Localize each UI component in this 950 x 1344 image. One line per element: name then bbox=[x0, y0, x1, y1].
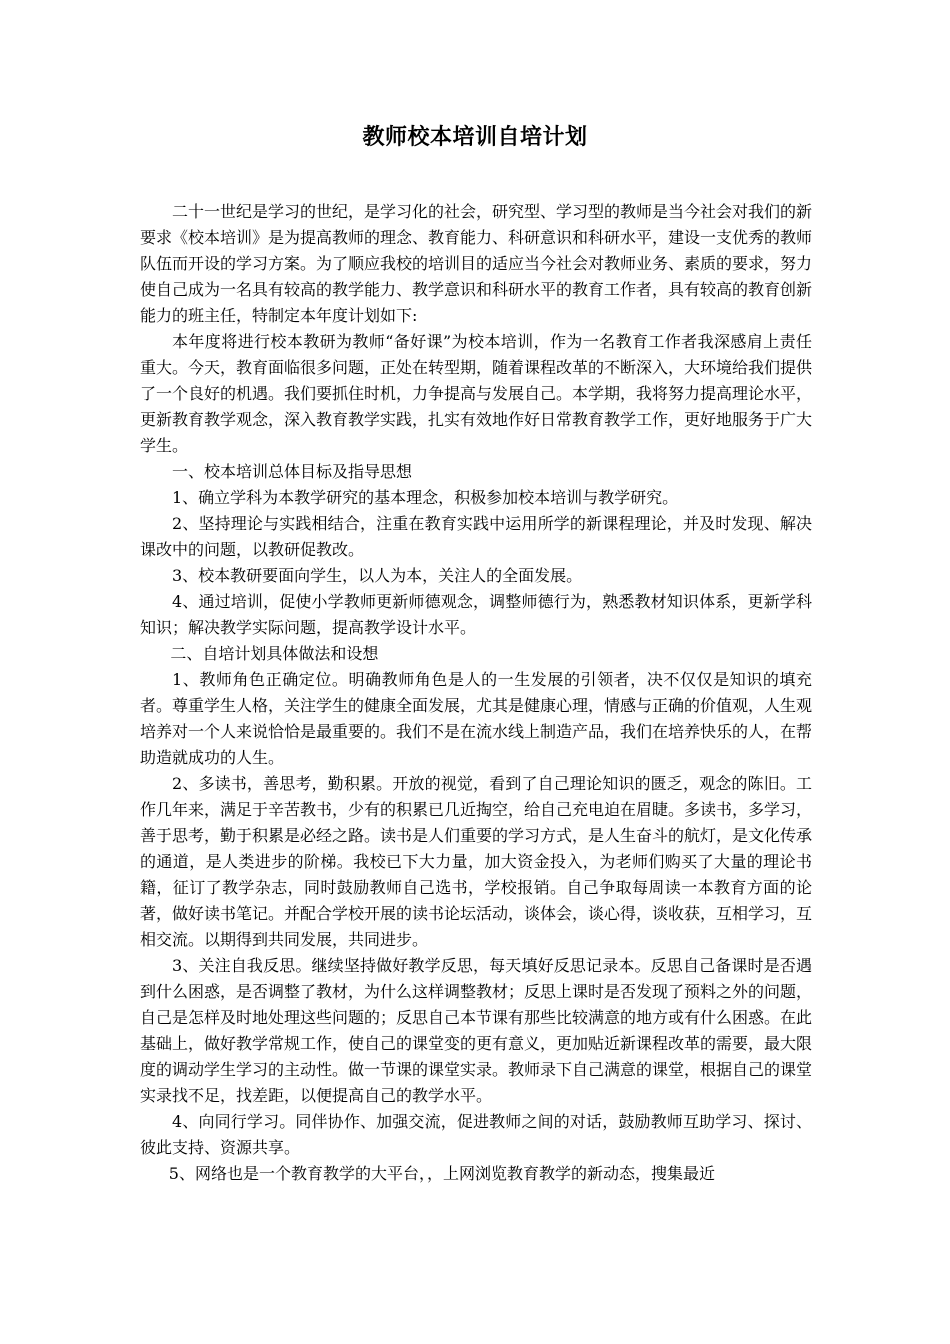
list-item: 5、网络也是一个教育教学的大平台，，上网浏览教育教学的新动态，搜集最近 bbox=[168, 1164, 715, 1183]
list-item: 1、确立学科为本教学研究的基本理念，积极参加校本培训与教学研究。 bbox=[172, 488, 679, 507]
section-heading-1: 一、校本培训总体目标及指导思想 bbox=[172, 462, 413, 481]
list-item: 2、多读书，善思考，勤积累。开放的视觉，看到了自己理论知识的匮乏，观念的陈旧。工作几年来，满足于辛苦教书，少有的积累已几近掏空，给自己充电迫在眉睫。多读书，多学习，善于思考，勤于积累是必经之路。读书是人们重要的学习方式，是人生奋斗的航灯，是文化传承的通道，是人类进步的阶梯。我校已下大力量，加大资金投入，为老师们购买了大量的理论书籍，征订了教学杂志，同时鼓励教师自己选书，学校报销。自己争取每周读一本教育方面的论著，做好读书笔记。并配合学校开展的读书论坛活动，谈体会，谈心得，谈收获，互相学习，互相交流。以期得到共同发展，共同进步。 bbox=[140, 774, 813, 949]
list-item: 1、教师角色正确定位。明确教师角色是人的一生发展的引领者，决不仅仅是知识的填充者。尊重学生人格，关注学生的健康全面发展，尤其是健康心理，情感与正确的价值观，人生观培养对一个人来说恰恰是最重要的。我们不是在流水线上制造产品，我们在培养快乐的人，在帮助造就成功的人生。 bbox=[140, 670, 813, 767]
document-body bbox=[140, 199, 812, 1187]
list-item: 3、校本教研要面向学生，以人为本，关注人的全面发展。 bbox=[172, 566, 583, 585]
list-item: 2、坚持理论与实践相结合，注重在教育实践中运用所学的新课程理论，并及时发现、解决课改中的问题，以教研促教改。 bbox=[140, 514, 812, 559]
list-item: 3、关注自我反思。继续坚持做好教学反思，每天填好反思记录本。反思自己备课时是否遇到什么困惑，是否调整了教材，为什么这样调整教材；反思上课时是否发现了预料之外的问题，自己是怎样及时地处理这些问题的；反思自己本节课有那些比较满意的地方或有什么困惑。在此基础上，做好教学常规工作，使自己的课堂变的更有意义，更加贴近新课程改革的需要，最大限度的调动学生学习的主动性。做一节课的课堂实录。教师录下自己满意的课堂，根据自己的课堂实录找不足，找差距，以便提高自己的教学水平。 bbox=[140, 956, 813, 1105]
document-title: 教师校本培训自培计划 bbox=[362, 124, 588, 150]
list-item: 4、通过培训，促使小学教师更新师德观念，调整师德行为，熟悉教材知识体系，更新学科知识；解决教学实际问题，提高教学设计水平。 bbox=[140, 592, 812, 637]
list-item: 4、向同行学习。同伴协作、加强交流，促进教师之间的对话，鼓励教师互助学习、探讨、彼此支持、资源共享。 bbox=[140, 1112, 812, 1157]
paragraph-intro: 二十一世纪是学习的世纪，是学习化的社会，研究型、学习型的教师是当今社会对我们的新要求《校本培训》是为提高教师的理念、教育能力、科研意识和科研水平，建设一支优秀的教师队伍而开设的学习方案。为了顺应我校的培训目的适应当今社会对教师业务、素质的要求，努力使自己成为一名具有较高的教学能力、教学意识和科研水平的教育工作者，具有较高的教育创新能力的班主任，特制定本年度计划如下: bbox=[140, 202, 813, 325]
paragraph-annual-plan: 本年度将进行校本教研为教师“备好课”为校本培训，作为一名教育工作者我深感肩上责任重大。今天，教育面临很多问题，正处在转型期，随着课程改革的不断深入，大环境给我们提供了一个良好的机遇。我们要抓住时机，力争提高与发展自己。本学期，我将努力提高理论水平，更新教育教学观念，深入教育教学实践，扎实有效地作好日常教育教学工作，更好地服务于广大学生。 bbox=[140, 332, 813, 455]
section-heading-2: 二、自培计划具体做法和设想 bbox=[170, 644, 379, 663]
